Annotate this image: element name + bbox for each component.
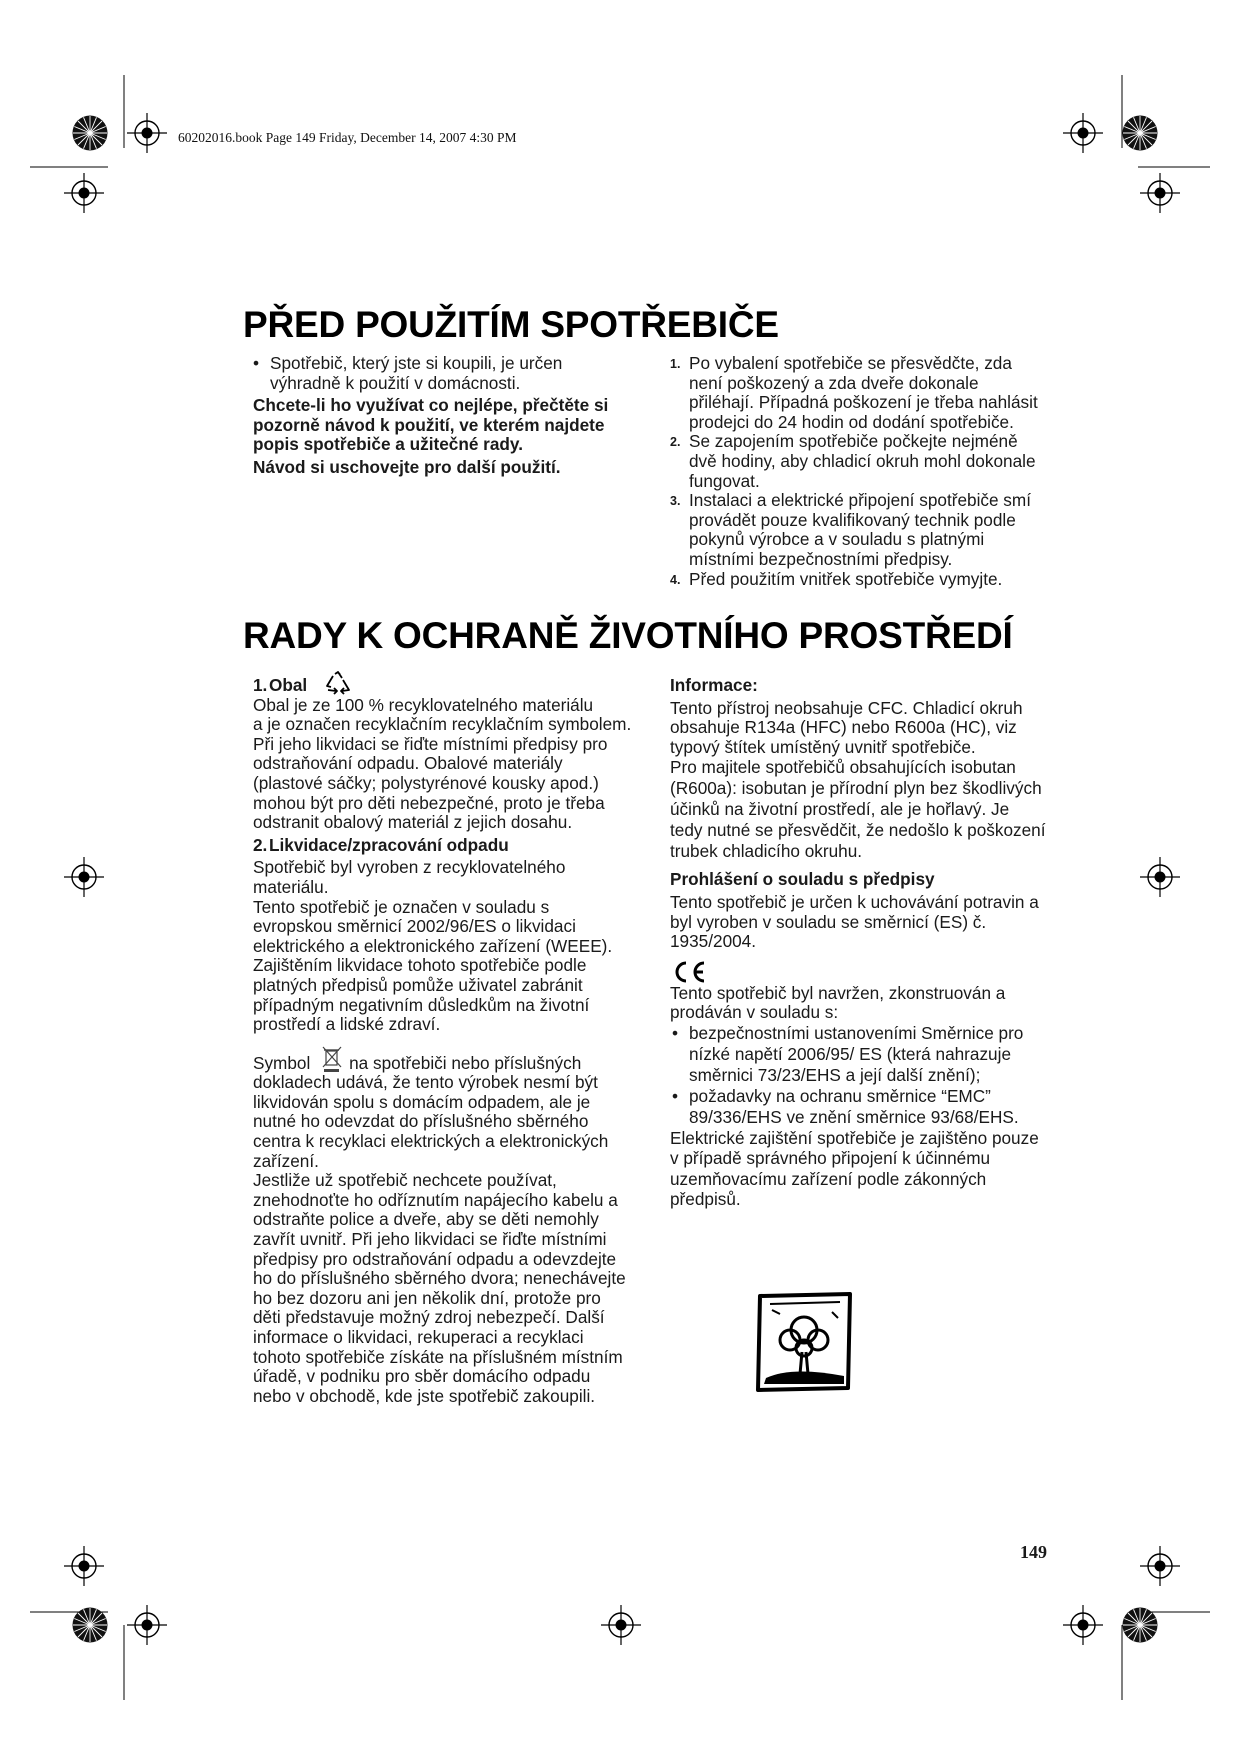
- step-number: 3.: [670, 494, 681, 509]
- registration-mark-icon: [601, 1605, 641, 1645]
- registration-mark-icon: [64, 1546, 104, 1586]
- information-paragraph-1: Tento přístroj neobsahuje CFC. Chladicí okruh obsahuje R134a (HFC) nebo R600a (HC), viz typový štítek umístěný uvnitř spotřebiče.: [670, 697, 1023, 757]
- step-number: 4.: [670, 572, 681, 587]
- section2-right-column: [670, 676, 1046, 1210]
- registration-mark-icon: [127, 113, 167, 153]
- declaration-heading: Prohlášení o souladu s předpisy: [670, 869, 935, 890]
- section2-left-column: [253, 676, 633, 1406]
- packaging-heading-number: 1.: [253, 675, 268, 695]
- step-text: Před použitím vnitřek spotřebiče vymyjte.: [689, 568, 1003, 589]
- step-number: 2.: [670, 435, 681, 450]
- registration-mark-icon: [64, 857, 104, 897]
- disposal-heading-number: 2.: [253, 834, 268, 855]
- registration-mark-icon: [1140, 1546, 1180, 1586]
- registration-mark-icon: [1140, 173, 1180, 213]
- disposal-paragraph-4: Jestliže už spotřebič nechcete používat, znehodnoťte ho odříznutím napájecího kabelu a odstraňte police a dveře, aby se děti nemohly zavřít uvnitř. Při jeho likvidaci se řiďte místními předpisy pro odstraňování odpadu a odevzdejte ho do příslušného sběrného dvora; nenechávejte ho bez dozoru ani jen několik dní, protože pro děti představuje možný zdroj nebezpečí. Další informace o likvidaci, rekuperaci a recyklaci tohoto spotřebiče získáte na příslušném místním úřadě, v podniku pro sběr domácího odpadu nebo v obchodě, kde jste spotřebič zakoupili.: [253, 1170, 626, 1406]
- information-heading: Informace:: [670, 675, 758, 695]
- starburst-mark-icon: [1123, 116, 1158, 151]
- registration-mark-icon: [1063, 1605, 1103, 1645]
- disposal-heading-label: Likvidace/zpracování odpadu: [269, 834, 509, 855]
- section-title-before-use: PŘED POUŽITÍM SPOTŘEBIČE: [243, 304, 779, 345]
- registration-mark-icon: [1140, 857, 1180, 897]
- registration-mark-icon: [64, 173, 104, 213]
- before-use-step: [670, 354, 1046, 432]
- packaging-heading: [253, 676, 633, 696]
- ce-mark-icon: [670, 960, 710, 984]
- section1-right-column: [670, 354, 1046, 589]
- eco-tree-icon: [752, 1290, 856, 1394]
- disposal-heading: [253, 836, 633, 856]
- crossed-bin-icon: [321, 1045, 343, 1073]
- disposal-paragraph-1: Spotřebič byl vyroben z recyklovatelného materiálu.: [253, 857, 566, 897]
- registration-mark-icon: [127, 1605, 167, 1645]
- packaging-heading-label: Obal: [269, 675, 308, 695]
- before-use-step: [670, 570, 1046, 590]
- read-manual-note: Chcete-li ho využívat co nejlépe, přečtěte si pozorně návod k použití, ve kterém najdete popis spotřebiče a užitečné rady.: [253, 395, 609, 455]
- disposal-paragraph-2: Tento spotřebič je označen v souladu s evropskou směrnicí 2002/96/ES o likvidaci elektrického a elektronického zařízení (WEEE). Zajištěním likvidace tohoto spotřebiče podle platných předpisů pomůže uživatel zabránit případným negativním důsledkům na životní prostředí a lidské zdraví.: [253, 896, 613, 1035]
- step-number: 1.: [670, 357, 681, 371]
- intro-bullet: • Spotřebič, který jste si koupili, je určen výhradně k použití v domácnosti.: [253, 354, 630, 393]
- packaging-paragraph-1: Obal je ze 100 % recyklovatelného materiálu: [253, 694, 594, 715]
- section1-left-column: [253, 354, 630, 478]
- declaration-paragraph-3: Elektrické zajištění spotřebiče je zajištěno pouze v případě správného připojení k účinnému uzemňovacímu zařízení podle zákonných předpisů.: [670, 1127, 1039, 1210]
- directive-list: [670, 1023, 1046, 1128]
- registration-mark-icon: [1063, 113, 1103, 153]
- directive-item: • bezpečnostními ustanoveními Směrnice pro nízké napětí 2006/95/ ES (která nahrazuje směrnici 73/23/EHS a její další znění);: [670, 1023, 1046, 1086]
- before-use-step: [670, 491, 1046, 569]
- starburst-mark-icon: [1123, 1608, 1158, 1643]
- print-header: 60202016.book Page 149 Friday, December 14, 2007 4:30 PM: [178, 130, 517, 145]
- before-use-steps: [670, 354, 1046, 589]
- section-title-environment: RADY K OCHRANĚ ŽIVOTNÍHO PROSTŘEDÍ: [243, 615, 1013, 656]
- step-text: Instalaci a elektrické připojení spotřebiče smí provádět pouze kvalifikovaný technik podle pokynů výrobce a v souladu s platnými místními bezpečnostními předpisy.: [689, 490, 1031, 569]
- declaration-paragraph-1: Tento spotřebič je určen k uchovávání potravin a byl vyroben v souladu se směrnicí (ES) č. 1935/2004.: [670, 891, 1039, 952]
- disposal-paragraph-3: [253, 1054, 633, 1172]
- step-text: Se zapojením spotřebiče počkejte nejméně dvě hodiny, aby chladicí okruh mohl dokonale fungovat.: [689, 431, 1036, 491]
- declaration-paragraph-2: Tento spotřebič byl navržen, zkonstruován a prodáván v souladu s:: [670, 982, 1006, 1023]
- recycle-icon: [324, 671, 352, 695]
- page-number: 149: [1020, 1542, 1047, 1562]
- information-paragraph-2: Pro majitele spotřebičů obsahujících isobutan (R600a): isobutan je přírodní plyn bez škodlivých účinků na životní prostředí, ale je hořlavý. Je tedy nutné se přesvědčit, že nedošlo k poškození trubek chladicího okruhu.: [670, 757, 1046, 862]
- directive-item: • požadavky na ochranu směrnice “EMC” 89/336/EHS ve znění směrnice 93/68/EHS.: [670, 1086, 1046, 1128]
- step-text: Po vybalení spotřebiče se přesvědčte, zda není poškozený a zda dveře dokonale přiléhají. Případná poškození je třeba nahlásit prodejci do 24 hodin od dodání spotřebiče.: [689, 353, 1038, 432]
- keep-manual-note: Návod si uschovejte pro další použití.: [253, 456, 561, 477]
- starburst-mark-icon: [73, 116, 108, 151]
- before-use-step: [670, 432, 1046, 491]
- symbol-explanation: na spotřebiči nebo příslušných dokladech udává, že tento výrobek nesmí být likvidován spolu s domácím odpadem, ale je nutné ho odevzdat do příslušného sběrného centra k recyklaci elektrických a elektronických zařízení.: [253, 1052, 609, 1171]
- starburst-mark-icon: [73, 1608, 108, 1643]
- symbol-word: Symbol: [253, 1052, 311, 1073]
- packaging-paragraph-2: a je označen recyklačním recyklačním symbolem. Při jeho likvidaci se řiďte místními předpisy pro odstraňování odpadu. Obalové materiály (plastové sáčky; polystyrénové kousky apod.) mohou být pro děti nebezpečné, proto je třeba odstranit obalový materiál z jejich dosahu.: [253, 714, 632, 833]
